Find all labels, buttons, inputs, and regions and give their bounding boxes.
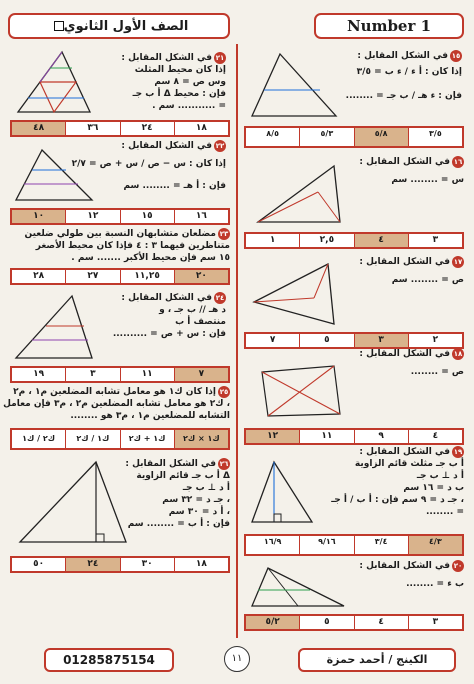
option[interactable]: ٢ [408, 334, 462, 347]
question-19 [320, 446, 464, 518]
question-number: ٢٥ [219, 388, 229, 396]
number-header: Number 1 [314, 13, 464, 39]
question-20 [350, 560, 464, 590]
question-line: في الشكل المقابل : [121, 293, 212, 303]
options-q24 [10, 366, 230, 383]
option-selected[interactable]: ١٢ [246, 430, 299, 443]
question-number: ٢٣ [219, 230, 229, 238]
figure-q26 [10, 456, 130, 552]
grade-header [8, 13, 230, 39]
question-line: ص = ........ [410, 367, 464, 377]
question-line: وس ص = ٨ سم [154, 77, 226, 87]
option-selected[interactable]: ٢٠ [174, 270, 228, 283]
option[interactable]: ٢٧ [65, 270, 119, 283]
options-q21 [10, 120, 230, 137]
option[interactable]: ٣ [408, 234, 462, 247]
option[interactable]: ك١ + ك٢ [120, 430, 174, 448]
figure-q17 [248, 258, 344, 330]
option[interactable]: ٣٠ [120, 558, 174, 571]
figure-q22 [12, 144, 96, 206]
option[interactable]: ١١,٢٥ [120, 270, 174, 283]
question-line: ، أ د = ٣٠ سم [168, 507, 230, 517]
options-q16 [244, 232, 464, 249]
question-22 [71, 140, 226, 192]
question-line: س = ........ سم [391, 175, 464, 185]
question-line: في الشكل المقابل : [359, 561, 450, 571]
question-18 [348, 348, 464, 378]
option[interactable]: ١٦/٩ [263, 537, 282, 546]
options-q26 [10, 556, 230, 573]
question-line: منتصف أ ب [175, 317, 226, 327]
option[interactable]: ٢,٥ [299, 234, 353, 247]
option-selected[interactable]: ك١ × ك٢ [174, 430, 228, 448]
question-line: = ........ [425, 507, 464, 517]
figure-q20 [248, 562, 348, 612]
question-line: ١٥ سم فإن محيط الأكبر ....... سم . [71, 253, 230, 263]
question-line: فإن : أ ب = ........ سم [127, 519, 230, 529]
option[interactable]: ٢٨ [33, 271, 45, 281]
question-line: إذا كان ك١ هو معامل تشابه المضلعين م١ ، م٢ [13, 387, 216, 397]
question-line: ، جـ د = ٩ سم فإن : أ ب / أ جـ [331, 495, 464, 505]
option[interactable]: ١٩ [33, 369, 45, 379]
question-15 [344, 50, 462, 102]
figure-q24 [12, 292, 98, 364]
option[interactable]: ٩/١٦ [299, 536, 353, 554]
question-line: في الشكل المقابل : [357, 51, 448, 61]
figure-q18 [248, 358, 348, 422]
phone-number: 01285875154 [44, 648, 174, 672]
option[interactable]: ١٦ [174, 210, 228, 223]
option[interactable]: ٥٠ [33, 559, 45, 569]
options-q22 [10, 208, 230, 225]
option-selected[interactable]: ٣ [354, 334, 408, 347]
checkbox-icon [54, 21, 64, 31]
question-line: = ........... سم . [152, 101, 226, 111]
question-line: فإن : ء هـ / ب جـ = ........ [345, 91, 462, 101]
option-selected[interactable]: ٥/٨ [354, 128, 408, 146]
question-21 [98, 52, 226, 112]
option[interactable]: ١١ [120, 368, 174, 381]
option-selected[interactable]: ٥/٢ [246, 616, 299, 629]
question-line: فإن : محيط Δ أ ب جـ [132, 89, 226, 99]
column-divider [236, 44, 238, 638]
figure-q16 [248, 158, 348, 230]
question-line: فإن : س + ص = .......... [112, 329, 226, 339]
option[interactable]: ٥ [299, 334, 353, 347]
question-number: ١٦ [453, 158, 463, 166]
option[interactable]: ١٥ [120, 210, 174, 223]
question-line: في الشكل المقابل : [359, 349, 450, 359]
option-selected[interactable]: ٢٤ [65, 558, 119, 571]
question-line: أ د ⊥ ب جـ [416, 471, 464, 481]
question-line: إذا كان : س − ص / س + ص = ٢/٧ [71, 159, 226, 169]
options-q23 [10, 268, 230, 285]
page-number: ١١ [224, 646, 250, 672]
question-line: ص = ........ سم [391, 275, 464, 285]
question-line: في الشكل المقابل : [121, 53, 212, 63]
option[interactable]: ٣/٥ [408, 128, 462, 146]
question-23 [10, 228, 230, 264]
options-q25 [10, 428, 230, 450]
options-q18 [244, 428, 464, 445]
question-number: ١٧ [453, 258, 463, 266]
option-selected[interactable]: ٤/٣ [408, 536, 462, 554]
question-number: ٢١ [215, 54, 225, 62]
option[interactable]: ٢٤ [120, 122, 174, 135]
option[interactable]: ٣٦ [65, 122, 119, 135]
option[interactable]: ١١ [299, 430, 353, 443]
options-q20 [244, 614, 464, 631]
grade-title: الصف الأول الثانوي [63, 18, 189, 34]
question-25 [3, 386, 230, 422]
question-line: إذا كان : أ ء / ء ب = ٣/٥ [356, 67, 462, 77]
question-line: في الشكل المقابل : [121, 141, 212, 151]
option[interactable]: ١٨ [174, 122, 228, 135]
option[interactable]: ٣ [408, 616, 462, 629]
figure-q15 [246, 48, 342, 124]
option-selected[interactable]: ١٠ [12, 210, 65, 223]
option[interactable]: ٣/٤ [354, 536, 408, 554]
option[interactable]: ١٢ [65, 210, 119, 223]
question-line: ، ك٢ هو معامل تشابه المضلعين م٢ ، م٣ فإن معامل [3, 399, 230, 409]
options-q19 [244, 534, 464, 556]
question-line: د هـ // ب جـ ، و [159, 305, 226, 315]
option[interactable]: ٤ [354, 616, 408, 629]
question-number: ٢٠ [453, 562, 463, 570]
question-line: في الشكل المقابل : [125, 459, 216, 469]
question-line: متناظرين فيهما ٣ : ٤ فإذا كان محيط الأصغر [35, 241, 230, 251]
question-line: ، جـ د = ٣٢ سم [162, 495, 230, 505]
question-line: أ ب جـ مثلث قائم الزاوية [354, 459, 464, 469]
question-number: ١٨ [453, 350, 463, 358]
option[interactable]: ك٢ / ك١ [22, 434, 56, 443]
options-q17 [244, 332, 464, 349]
option[interactable]: ١ [269, 235, 276, 245]
option[interactable]: ٨/٥ [266, 129, 279, 138]
option[interactable]: ك١ / ك٢ [65, 430, 119, 448]
option[interactable]: ٥/٣ [299, 128, 353, 146]
question-line: في الشكل المقابل : [359, 157, 450, 167]
author-name: الكينج / أحمد حمزة [298, 648, 456, 672]
question-line: في الشكل المقابل : [359, 257, 450, 267]
question-line: ب د = ١٦ سم [403, 483, 464, 493]
option-selected[interactable]: ٤ [354, 234, 408, 247]
question-line: التشابه للمضلعين م١ ، م٣ هو ........ [70, 411, 230, 421]
question-24 [100, 292, 226, 340]
question-number: ١٩ [453, 448, 463, 456]
figure-q19 [248, 456, 318, 532]
question-line: أ د ⊥ ب جـ [182, 483, 230, 493]
option[interactable]: ١٨ [174, 558, 228, 571]
option-selected[interactable]: ٧ [174, 368, 228, 381]
question-16 [348, 156, 464, 186]
option-selected[interactable]: ٤٨ [12, 122, 65, 135]
question-number: ٢٤ [215, 294, 225, 302]
question-number: ٢٢ [215, 142, 225, 150]
question-number: ٢٦ [219, 460, 229, 468]
question-line: مضلعان متشابهان النسبة بين طولي ضلعين [24, 229, 216, 239]
question-line: إذا كان محيط المثلث [134, 65, 226, 75]
question-line: ب ء = ........ [406, 579, 464, 589]
option[interactable]: ٩ [354, 430, 408, 443]
question-26 [125, 458, 230, 530]
figure-q21 [14, 48, 94, 118]
options-q15 [244, 126, 464, 148]
question-line: Δ أ ب جـ قائم الزاوية [136, 471, 230, 481]
option[interactable]: ٣ [65, 368, 119, 381]
question-line: في الشكل المقابل : [359, 447, 450, 457]
question-17 [344, 256, 464, 286]
option[interactable]: ٥ [299, 616, 353, 629]
option[interactable]: ٤ [408, 430, 462, 443]
question-line: فإن : أ هـ = ........ سم [123, 181, 226, 191]
question-number: ١٥ [451, 52, 461, 60]
option[interactable]: ٧ [269, 335, 276, 345]
